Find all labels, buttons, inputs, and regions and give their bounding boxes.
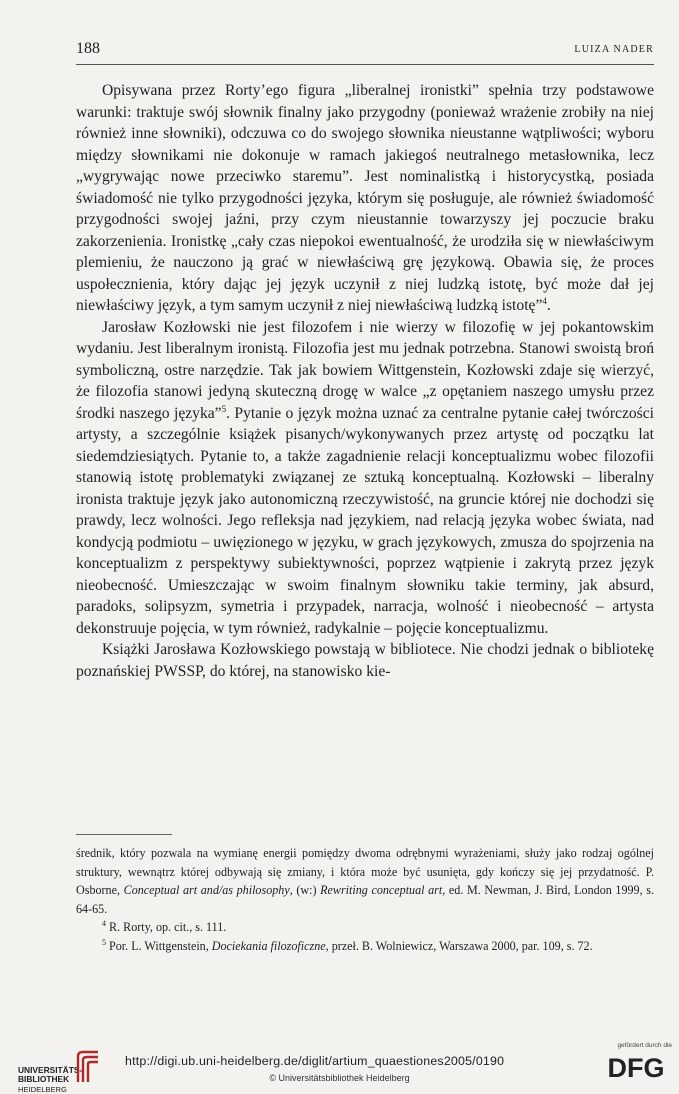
footnotes [76, 844, 654, 956]
italic-title: Dociekania filozoficzne [211, 938, 326, 953]
funding-note: gefördert durch die [617, 1042, 672, 1049]
footnote-number: 5 [102, 937, 106, 947]
body-paragraph [76, 317, 654, 640]
text-run: . Pytanie o język można uznać za centralne pytanie całej twórczości artysty, a szczególnie książek pisanych/wykonywanych przez artystę od początku lat siedemdziesiątych. Pytanie to, a także zagadnienie relacji konceptualizmu wobec filozofii stanowią istotę problematyki związanej ze sztuką konceptualną. Kozłowski – liberalny ironista traktuje język jako autonomiczną rzeczywistość, na gruncie której nie dochodzi się prawdy, lecz wolności. Jego refleksja nad językiem, nad relacją języka wobec świata, nad kondycją podmiotu – uwięzionego w języku, w grach językowych, zmusza do spojrzenia na konceptualizm z perspektywy subiektywności, poprzez wątpienie i zakrytą przez język nieobecność. Umieszczając w swoim finalnym słowniku takie terminy, jak absurd, paradoks, solipsyzm, symetria i przypadek, narracja, wolność i nieobecność – artysta dekonstruuje pojęcia, w tym również, radykalnie – pojęcie konceptualizmu. [76, 404, 655, 637]
text-run: , (w:) [289, 883, 321, 898]
main-text [76, 80, 654, 682]
page-url-link[interactable]: http://digi.ub.uni-heidelberg.de/diglit/artium_quaestiones2005/0190 [125, 1054, 505, 1068]
footnote-ref[interactable]: 5 [221, 403, 227, 414]
text-run: średnik, który pozwala na wymianę energii pomiędzy dwoma odrębnymi wyrażeniami, służy jako rodzaj ogólnej struktury, wewnątrz której odbywają się zmiany, i która może być usunięta, gdy kończy się jej przydatność. P. Osborne, [76, 846, 654, 898]
library-name-line: UNIVERSITÄTS- [18, 1065, 83, 1075]
text-run: , przeł. B. Wolniewicz, Warszawa 2000, par. 109, s. 72. [325, 938, 593, 953]
copyright-notice: © Universitätsbibliothek Heidelberg [269, 1073, 410, 1083]
footnote [76, 918, 654, 937]
text-run: Opisywana przez Rorty’ego figura „liberalnej ironistki” spełnia trzy podstawowe warunki: traktuje swój słownik finalny jako przygodny (ponieważ wrażenie zrobiły na niej również inne słowniki), odczuwa co do swojego słownika nieustanne wątpliwości; wyboru między słownikami nie dokonuje w ramach jakiegoś neutralnego metasłownika, lecz „wygrywając nowe przeciwko staremu”. Jest nominalistką i historycystką, posiada świadomość nie tylko przygodności języka, którym się posługuje, ale również świadomość przygodności swojej jaźni, przy czym nieustannie towarzyszy jej poczucie braku zakorzenienia. Ironistkę „cały czas niepokoi ewentualność, że urodziła się w niewłaściwym plemieniu, że nauczono ją grać w niewłaściwą grę językową. Obawia się, że proces uspołecznienia, który dając jej język uczynił z niej ludzką istotę, być może dał jej niewłaściwy język, a tym samym uczynił z niej niewłaściwą ludzką istotę” [76, 82, 654, 314]
footnote [76, 937, 654, 956]
italic-title: Rewriting conceptual art [320, 883, 443, 898]
page-number: 188 [76, 40, 100, 57]
footnote-separator [76, 834, 172, 835]
digitization-footer [0, 1040, 679, 1094]
library-name-line: HEIDELBERG [18, 1084, 67, 1094]
library-name-line: BIBLIOTHEK [18, 1074, 70, 1085]
footnote-number: 4 [102, 919, 106, 929]
text-run: Por. L. Wittgenstein, [106, 938, 212, 953]
text-run: . [546, 297, 551, 314]
footnote-ref[interactable]: 4 [542, 295, 547, 306]
text-run: Książki Jarosława Kozłowskiego powstają w bibliotece. Nie chodzi jednak o bibliotekę poznańskiej PWSSP, do której, na stanowisko kie- [76, 641, 654, 680]
text-run: R. Rorty, op. cit., s. 111. [106, 920, 227, 935]
body-paragraph [76, 639, 654, 682]
text-run: , ed. M. Newman, J. Bird, London 1999, s. 64-65. [76, 883, 654, 916]
funder-badge [600, 1042, 672, 1082]
italic-title: Conceptual art and/as philosophy [123, 883, 290, 898]
footnote [76, 844, 654, 918]
dfg-logo-text: DFG [607, 1053, 665, 1080]
running-head: LUIZA NADER [574, 44, 654, 55]
body-paragraph [76, 80, 654, 317]
page-header [76, 38, 654, 65]
text-run: Jarosław Kozłowski nie jest filozofem i nie wierzy w filozofię w jej pokantowskim wydaniu. Jest liberalnym ironistą. Filozofia jest mu jednak potrzebna. Stanowi swoistą broń symboliczną, ostre narzędzie. Tak jak bowiem Wittgenstein, Kozłowski zdaje się wierzyć, że filozofia stanowi jedyną skuteczną drogę w walce „z opętaniem naszego umysłu przez środki naszego języka” [76, 318, 654, 422]
dfg-logo-icon [600, 1052, 672, 1080]
